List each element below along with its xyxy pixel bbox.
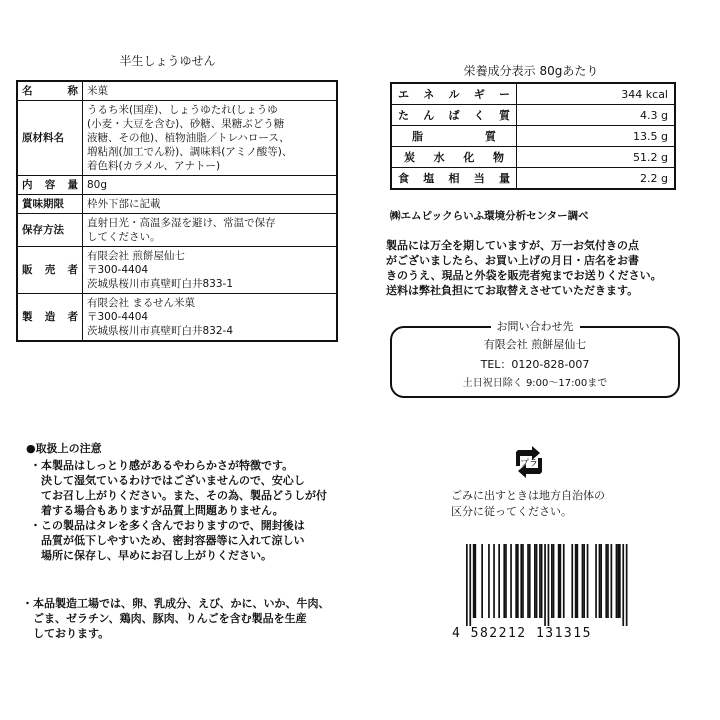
barcode-bar: [605, 544, 607, 618]
barcode-bar: [607, 544, 609, 618]
barcode-bar: [488, 544, 490, 618]
barcode-bar: [619, 544, 621, 618]
barcode-bar: [469, 544, 471, 626]
barcode-bar: [553, 544, 555, 618]
barcode-bar: [587, 544, 589, 618]
nutrient-value: 2.2 g: [517, 168, 676, 190]
table-row: [17, 195, 337, 214]
table-row: [17, 81, 337, 101]
content-header: 内 容 量: [17, 176, 83, 195]
ingredients-value: うるち米(国産)、しょうゆたれ(しょうゆ (小麦・大豆を含む)、砂糖、果糖ぶどう糖 液糖、その他)、植物油脂／トレハロース、 増粘剤(加工でん粉)、調味料(アミノ酸等)、 着色料(カラメル、アナトー): [83, 101, 338, 176]
storage-header: 保存方法: [17, 214, 83, 247]
barcode-number: 4 582212 131315: [452, 626, 592, 641]
recycle-instruction: ごみに出すときは地方自治体の 区分に従ってください。: [451, 489, 605, 518]
barcode-bar: [515, 544, 517, 618]
contact-title: お問い合わせ先: [390, 318, 680, 334]
barcode-bar: [517, 544, 519, 618]
nutrient-name: エ ネ ル ギ ー: [391, 83, 517, 105]
table-row: [391, 168, 675, 190]
barcode-bar: [536, 544, 538, 618]
expiry-header: 賞味期限: [17, 195, 83, 214]
barcode-bar: [616, 544, 618, 618]
table-row: [391, 105, 675, 126]
barcode-bar: [473, 544, 475, 618]
barcode-bar: [534, 544, 536, 618]
barcode-bar: [510, 544, 512, 618]
expiry-value: 枠外下部に記載: [83, 195, 338, 214]
maker-value: 有限会社 まるせん米菓 〒300-4404 茨城県桜川市真壁町白井832-4: [83, 294, 338, 342]
nutrient-name: 脂 質: [391, 126, 517, 147]
barcode-bar: [505, 544, 507, 618]
table-row: [391, 126, 675, 147]
name-value: 米菓: [83, 81, 338, 101]
name-header: 名 称: [17, 81, 83, 101]
table-row: [17, 101, 337, 176]
barcode-bar: [503, 544, 505, 618]
nutrient-value: 4.3 g: [517, 105, 676, 126]
nutrition-title: 栄養成分表示 80gあたり: [463, 64, 599, 78]
barcode-bar: [475, 544, 477, 618]
storage-value: 直射日光・高温多湿を避け、常温で保存 してください。: [83, 214, 338, 247]
table-row: [391, 147, 675, 168]
nutrient-name: 食 塩 相 当 量: [391, 168, 517, 190]
barcode-bar: [539, 544, 541, 618]
label-table: [16, 80, 338, 342]
svg-text:プラ: プラ: [519, 459, 539, 469]
table-row: [17, 294, 337, 342]
allergen-note: ・本品製造工場では、卵、乳成分、えび、かに、いか、牛肉、 ごま、ゼラチン、鶏肉、豚肉、りんごを含む製品を生産 しております。: [22, 597, 330, 640]
barcode-bar: [522, 544, 524, 618]
barcode-bar: [541, 544, 543, 618]
barcode-bar: [571, 544, 573, 618]
barcode-bar: [599, 544, 601, 618]
plastic-recycle-icon: [510, 444, 548, 484]
nutrient-name: 炭 水 化 物: [391, 147, 517, 168]
barcode-bar: [544, 544, 546, 626]
seller-value: 有限会社 煎餅屋仙七 〒300-4404 茨城県桜川市真壁町白井833-1: [83, 247, 338, 294]
nutrient-value: 51.2 g: [517, 147, 676, 168]
content-value: 80g: [83, 176, 338, 195]
barcode-bar: [527, 544, 529, 618]
barcode-bar: [560, 544, 562, 618]
barcode-bar: [600, 544, 602, 618]
complaint-notice: 製品には万全を期していますが、万一お気付きの点 がございましたら、お買い上げの月日・店名をお書 きのうえ、現品と外袋を販売者宛までお送りください。 送料は弊社負担にてお取替えさせていただきます。: [386, 239, 662, 297]
barcode-bar: [577, 544, 579, 618]
barcode-bar: [466, 544, 468, 626]
table-row: [17, 176, 337, 195]
seller-header: 販 売 者: [17, 247, 83, 294]
barcode-bar: [548, 544, 550, 626]
barcode-bar: [481, 544, 483, 618]
contact-hours: 土日祝日除く 9:00～17:00まで: [462, 378, 608, 389]
nutrient-name: た ん ぱ く 質: [391, 105, 517, 126]
barcode-bar: [563, 544, 565, 618]
ingredients-header: 原材料名: [17, 101, 83, 176]
contact-company: 有限会社 煎餅屋仙七: [483, 338, 587, 351]
barcode-bar: [520, 544, 522, 618]
maker-header: 製 造 者: [17, 294, 83, 342]
barcode-bar: [498, 544, 500, 618]
contact-tel: TEL：0120-828-007: [480, 358, 590, 371]
product-title: 半生しょうゆせん: [119, 54, 216, 68]
barcode-bar: [595, 544, 597, 618]
handling-title: ●取扱上の注意: [26, 442, 102, 455]
barcode-bar: [617, 544, 619, 618]
table-row: [17, 214, 337, 247]
barcode-bar: [582, 544, 584, 618]
barcode-bar: [626, 544, 628, 626]
barcode-bar: [551, 544, 553, 618]
analysis-source: ㈱エムピックらいふ環境分析センター調べ: [390, 210, 589, 222]
barcode-bar: [583, 544, 585, 618]
nutrient-value: 13.5 g: [517, 126, 676, 147]
nutrient-value: 344 kcal: [517, 83, 676, 105]
nutrition-table: [390, 82, 676, 190]
barcode-bar: [611, 544, 613, 618]
table-row: [391, 83, 675, 105]
handling-notes: ・本製品はしっとり感があるやわらかさが特徴です。 決して湿気ているわけではございませんので、安心し てお召し上がりください。また、その為、製品どうしが付 着する場合もありますが品質上問題ありません。 ・この製品はタレを多く含んでおりますので、開封後は 品質が低下しやすいため、密封容器等に入れて涼しい 場所に保存し、早めにお召し上がりください。: [30, 459, 327, 562]
barcode: [466, 544, 638, 626]
table-row: [17, 247, 337, 294]
barcode-bar: [529, 544, 531, 618]
barcode-bar: [575, 544, 577, 618]
barcode-bar: [622, 544, 624, 626]
barcode-bar: [493, 544, 495, 618]
barcode-bar: [558, 544, 560, 618]
